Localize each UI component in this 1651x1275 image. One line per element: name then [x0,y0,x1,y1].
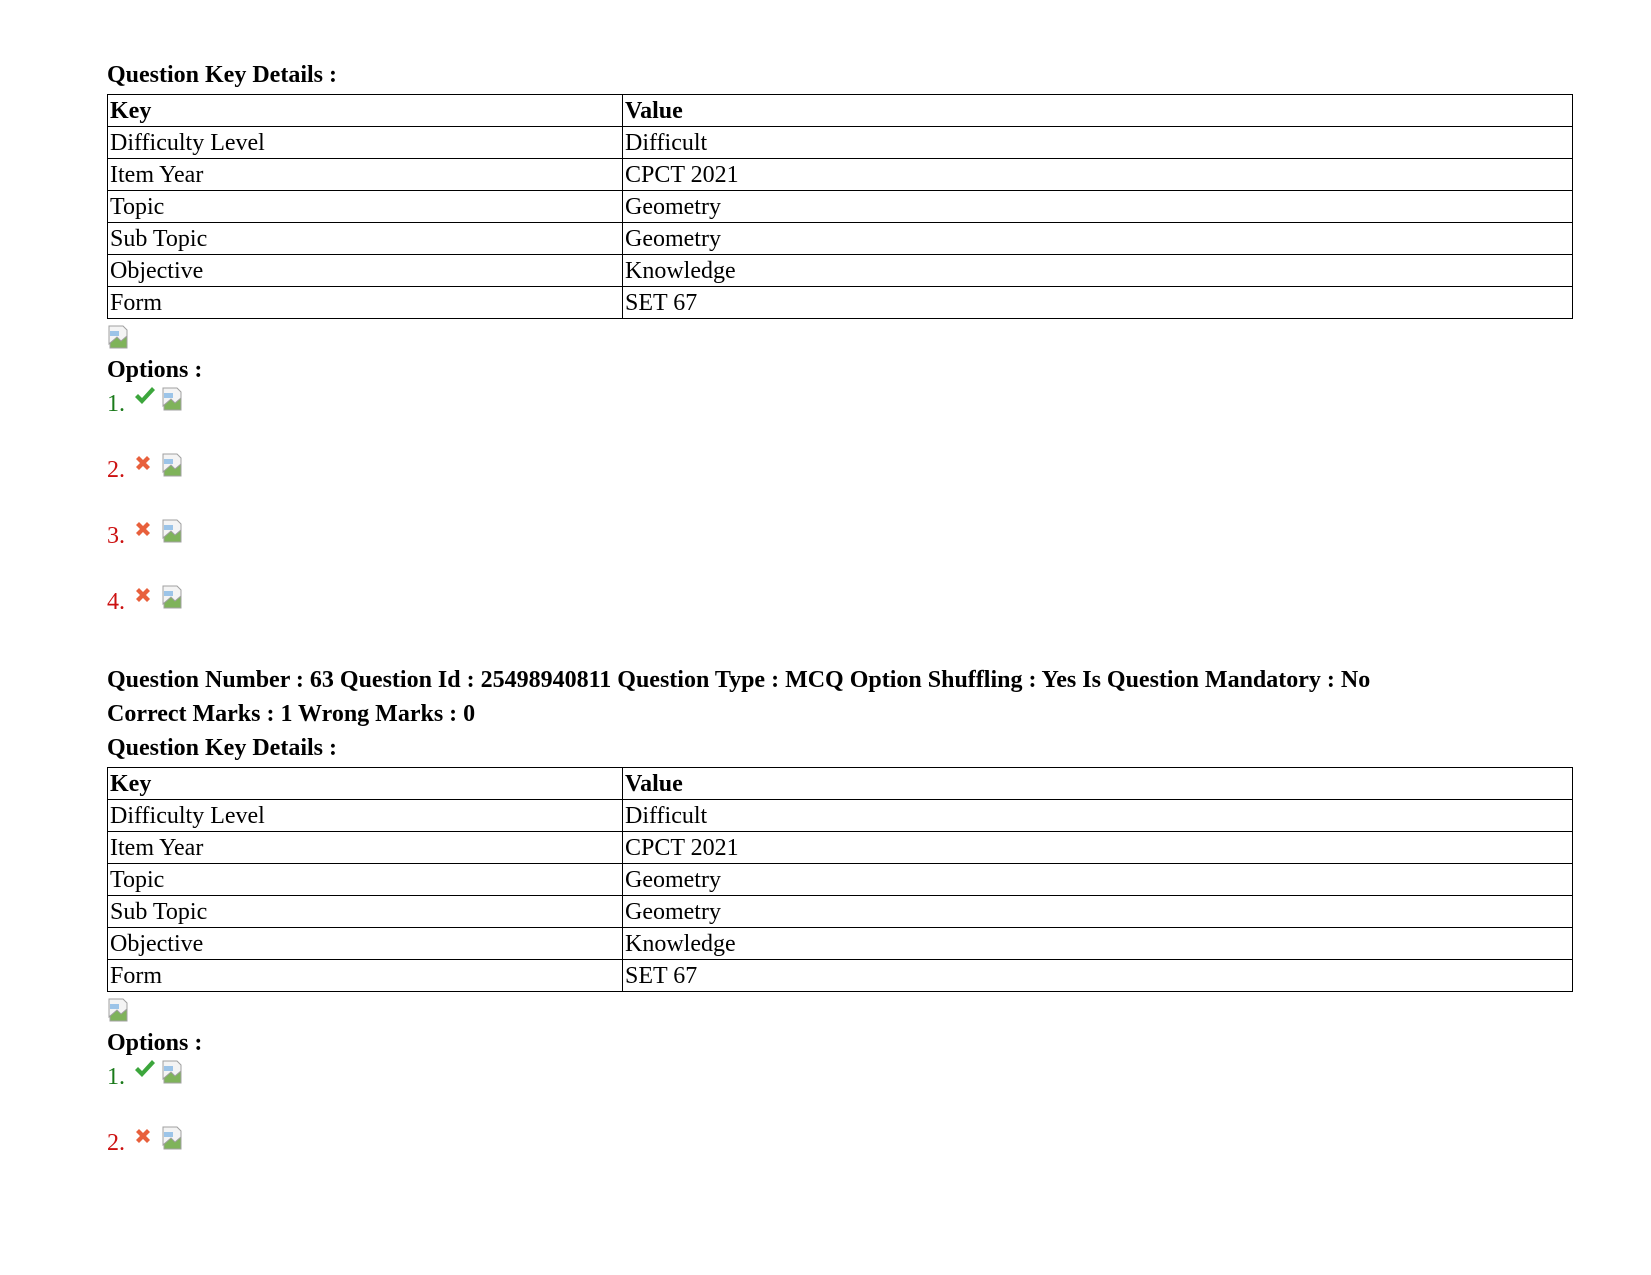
table-row [108,223,1573,255]
table-cell-value: Difficult [623,800,1573,832]
marks-line: Correct Marks : 1 Wrong Marks : 0 [107,701,476,727]
cross-icon [133,581,161,615]
table-cell-key: Item Year [108,159,623,191]
key-details-table [107,767,1573,992]
table-cell-key: Difficulty Level [108,800,623,832]
table-cell-key: Objective [108,255,623,287]
broken-image-icon [161,1126,185,1150]
option-2 [107,453,1573,519]
table-cell-value: Geometry [623,191,1573,223]
table-header-value: Value [623,95,1573,127]
broken-image-icon [161,585,185,609]
table-row [108,960,1573,992]
table-row [108,287,1573,319]
cross-icon [133,1122,161,1156]
table-cell-value: CPCT 2021 [623,832,1573,864]
table-row [108,864,1573,896]
table-header-value: Value [623,768,1573,800]
check-icon [133,383,161,417]
question-block-2 [107,663,1573,1192]
table-row [108,159,1573,191]
table-cell-value: Geometry [623,896,1573,928]
table-cell-key: Topic [108,191,623,223]
option-3 [107,519,1573,585]
table-header-row [108,95,1573,127]
document-page [107,58,1573,1192]
table-row [108,800,1573,832]
option-2 [107,1126,1573,1192]
question-info-line: Question Number : 63 Question Id : 25498940811 Question Type : MCQ Option Shuffling : Yes Is Question Mandatory : No [107,667,1371,693]
cross-icon [133,515,161,549]
table-cell-key: Sub Topic [108,223,623,255]
table-cell-key: Topic [108,864,623,896]
option-1 [107,387,1573,453]
key-details-heading: Question Key Details : [107,62,337,88]
options-heading: Options : [107,1030,203,1056]
table-row [108,255,1573,287]
broken-image-icon [161,519,185,543]
question-block-1 [107,58,1573,651]
table-cell-value: SET 67 [623,960,1573,992]
table-row [108,191,1573,223]
table-row [108,896,1573,928]
option-number: 2. [107,1130,125,1156]
table-cell-value: Knowledge [623,255,1573,287]
table-header-row [108,768,1573,800]
option-number: 1. [107,1064,125,1090]
broken-image-icon [161,387,185,411]
broken-image-icon [107,325,131,349]
option-number: 4. [107,589,125,615]
table-cell-value: Difficult [623,127,1573,159]
cross-icon [133,449,161,483]
table-cell-value: Knowledge [623,928,1573,960]
check-icon [133,1056,161,1090]
table-row [108,832,1573,864]
table-cell-value: CPCT 2021 [623,159,1573,191]
table-cell-key: Sub Topic [108,896,623,928]
table-header-key: Key [108,95,623,127]
table-cell-key: Item Year [108,832,623,864]
option-1 [107,1060,1573,1126]
table-cell-key: Objective [108,928,623,960]
question-image [107,998,1573,1024]
table-cell-value: SET 67 [623,287,1573,319]
option-number: 2. [107,457,125,483]
section-gap [107,651,1573,663]
key-details-heading: Question Key Details : [107,735,337,761]
table-header-key: Key [108,768,623,800]
key-details-table [107,94,1573,319]
option-number: 3. [107,523,125,549]
broken-image-icon [161,453,185,477]
broken-image-icon [107,998,131,1022]
options-heading: Options : [107,357,203,383]
option-4 [107,585,1573,651]
table-cell-key: Difficulty Level [108,127,623,159]
question-image [107,325,1573,351]
table-cell-key: Form [108,960,623,992]
table-row [108,127,1573,159]
option-number: 1. [107,391,125,417]
broken-image-icon [161,1060,185,1084]
table-cell-value: Geometry [623,223,1573,255]
table-cell-value: Geometry [623,864,1573,896]
table-row [108,928,1573,960]
table-cell-key: Form [108,287,623,319]
